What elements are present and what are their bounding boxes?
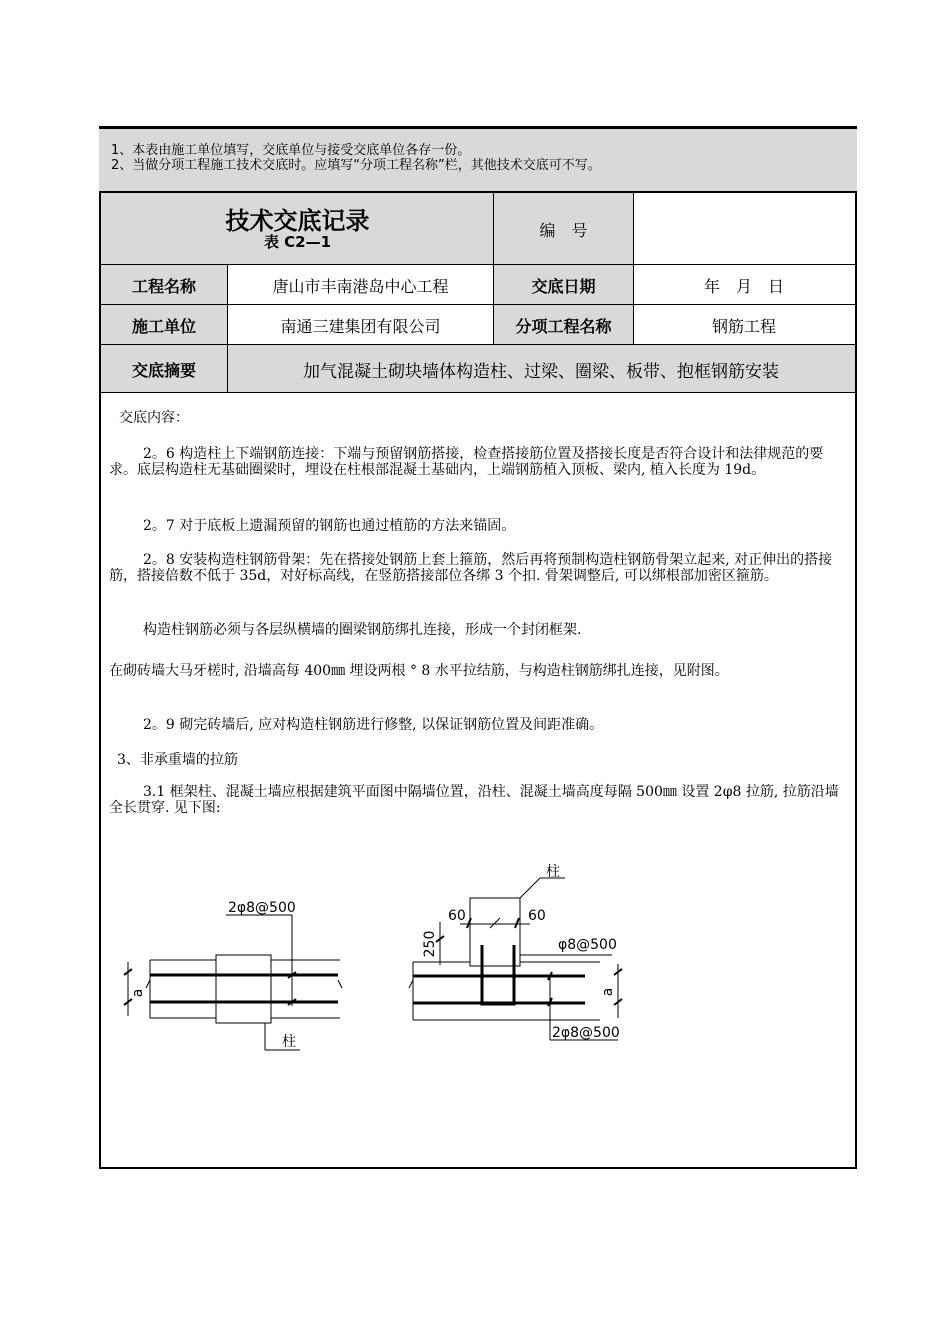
summary-label: 交底摘要 (101, 345, 227, 393)
date-label: 交底日期 (494, 265, 633, 305)
paragraph-2-8: 2。8 安装构造柱钢筋骨架：先在搭接处钢筋上套上箍筋，然后再将预制构造柱钢筋骨架立起来, 对正伸出的搭接筋，搭接倍数不低于 35d，对好标高线，在竖筋搭接部位各绑 3 个扣. 骨架调整后, 可以绑根部加密区箍筋。 (109, 552, 833, 584)
number-label: 编 号 (494, 193, 633, 265)
summary-value[interactable]: 加气混凝土砌块墙体构造柱、过梁、圈梁、板带、抱框钢筋安装 (227, 345, 855, 393)
left-detail (124, 915, 342, 1050)
paragraph-tie-bars: 在砌砖墙大马牙槎时, 沿墙高每 400㎜ 埋设两根 ° 8 水平拉结筋，与构造柱钢筋绑扎连接，见附图。 (109, 663, 729, 679)
project-name-label: 工程名称 (101, 265, 227, 305)
instruction-1: 1、本表由施工单位填写，交底单位与接受交底单位各存一份。 (111, 143, 471, 158)
subproject-value[interactable]: 钢筋工程 (711, 316, 776, 336)
break-mark (409, 980, 413, 988)
date-value[interactable]: 年 月 日 (703, 276, 784, 296)
column-section (216, 955, 271, 1023)
left-column-label: 柱 (282, 1034, 296, 1050)
right-column-label: 柱 (546, 864, 560, 880)
right-dim-60-left: 60 (448, 908, 466, 924)
left-rebar-label: 2φ8@500 (228, 900, 296, 916)
paragraph-3-1: 3.1 框架柱、混凝土墙应根据建筑平面图中隔墙位置，沿柱、混凝土墙高度每隔 500㎜ 设置 2φ8 拉筋, 拉筋沿墙全长贯穿. 见下图: (109, 784, 839, 816)
section-3-heading: 3、非承重墙的拉筋 (117, 752, 238, 768)
left-dim-a: a (130, 988, 146, 998)
paragraph-frame: 构造柱钢筋必须与各层纵横墙的圈梁钢筋绑扎连接，形成一个封闭框架. (143, 622, 582, 638)
right-dim-250: 250 (422, 930, 438, 958)
form-title: 技术交底记录 (225, 206, 370, 235)
content-heading: 交底内容： (119, 410, 189, 426)
right-dim-60-right: 60 (528, 908, 546, 924)
right-rebar-label: 2φ8@500 (552, 1025, 620, 1041)
paragraph-2-9: 2。9 砌完砖墙后, 应对构造柱钢筋进行修整, 以保证钢筋位置及间距准确。 (143, 717, 604, 733)
instruction-2: 2、当做分项工程施工技术交底时。应填写“分项工程名称”栏，其他技术交底可不写。 (111, 158, 601, 173)
subproject-label: 分项工程名称 (494, 305, 633, 345)
paragraph-2-6: 2。6 构造柱上下端钢筋连接：下端与预留钢筋搭接，检查搭接筋位置及搭接长度是否符合设计和法律规范的要求。底层构造柱无基础圈梁时，埋设在柱根部混凝土基础内，上端钢筋植入顶板、梁内, 植入长度为 19d。 (109, 446, 824, 478)
leader-line (520, 878, 540, 898)
form-number: 表 C2—1 (263, 232, 332, 251)
right-stirrup-label: φ8@500 (558, 937, 617, 953)
paragraph-2-7: 2。7 对于底板上遗漏预留的钢筋也通过植筋的方法来锚固。 (143, 518, 516, 534)
right-dim-a: a (600, 987, 616, 997)
contractor-value[interactable]: 南通三建集团有限公司 (280, 316, 441, 336)
project-name-value[interactable]: 唐山市丰南港岛中心工程 (272, 276, 449, 296)
break-mark (338, 980, 342, 988)
break-mark (146, 980, 150, 988)
contractor-label: 施工单位 (101, 305, 227, 345)
right-detail (409, 878, 622, 1040)
